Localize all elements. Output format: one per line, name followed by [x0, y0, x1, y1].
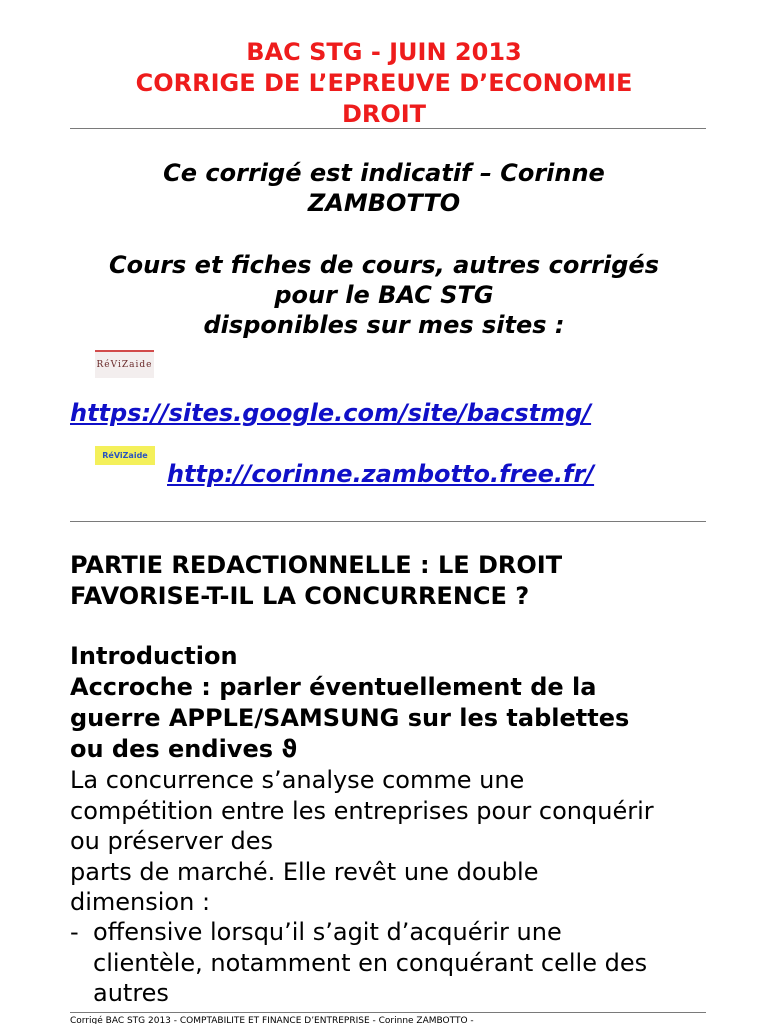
divider-footer	[70, 1012, 706, 1013]
document-title	[0, 37, 768, 130]
introduction-block	[70, 641, 629, 765]
divider-top	[70, 128, 706, 129]
body-line-4: parts de marché. Elle revêt une double	[70, 857, 539, 886]
page-footer: Corrigé BAC STG 2013 - COMPTABILITE ET FINANCE D’ENTREPRISE - Corinne ZAMBOTTO -	[70, 1016, 474, 1024]
introduction-label: Introduction	[70, 642, 238, 670]
hook-line-2: guerre APPLE/SAMSUNG sur les tablettes	[70, 704, 630, 732]
disclaimer-line-1: Ce corrigé est indicatif – Corinne	[163, 159, 605, 187]
heading-line-2: FAVORISE-T-IL LA CONCURRENCE ?	[70, 582, 530, 610]
title-line-1: BAC STG - JUIN 2013	[246, 38, 522, 66]
title-line-3: DROIT	[341, 100, 427, 128]
section-heading	[70, 550, 562, 612]
bullet-text	[93, 917, 647, 1009]
bullet-dash: -	[70, 918, 79, 946]
title-line-2: CORRIGE DE L’EPREUVE D’ECONOMIE	[135, 69, 633, 97]
divider-middle	[70, 521, 706, 522]
disclaimer-line-5: disponibles sur mes sites :	[203, 311, 565, 339]
hook-line-1: Accroche : parler éventuellement de la	[70, 673, 597, 701]
disclaimer-spacer	[0, 218, 768, 250]
body-line-3: ou préserver des	[70, 827, 273, 855]
disclaimer-line-2: ZAMBOTTO	[307, 189, 461, 217]
heading-line-1: PARTIE REDACTIONNELLE : LE DROIT	[70, 551, 563, 579]
bullet-line-2: clientèle, notamment en conquérant celle des	[93, 948, 648, 977]
body-line-5: dimension :	[70, 888, 211, 916]
bullet-line-1: offensive lorsqu’il s’agit d’acquérir une	[93, 918, 562, 946]
revizaide-logo-small: RéViZaide	[95, 446, 155, 465]
body-paragraph	[70, 765, 654, 918]
google-site-link[interactable]: https://sites.google.com/site/bacstmg/	[70, 399, 592, 427]
bullet-line-3: autres	[93, 979, 169, 1007]
body-line-1: La concurrence s’analyse comme une	[70, 766, 525, 794]
disclaimer-line-3: Cours et fiches de cours, autres corrigés	[109, 251, 659, 279]
free-site-link[interactable]: http://corinne.zambotto.free.fr/	[167, 460, 595, 488]
disclaimer-block	[0, 158, 768, 340]
revizaide-logo: RéViZaide	[95, 350, 154, 378]
body-line-2: compétition entre les entreprises pour conquérir	[70, 796, 654, 825]
disclaimer-line-4: pour le BAC STG	[274, 281, 494, 309]
hook-line-3: ou des endives ϑ	[70, 735, 298, 763]
